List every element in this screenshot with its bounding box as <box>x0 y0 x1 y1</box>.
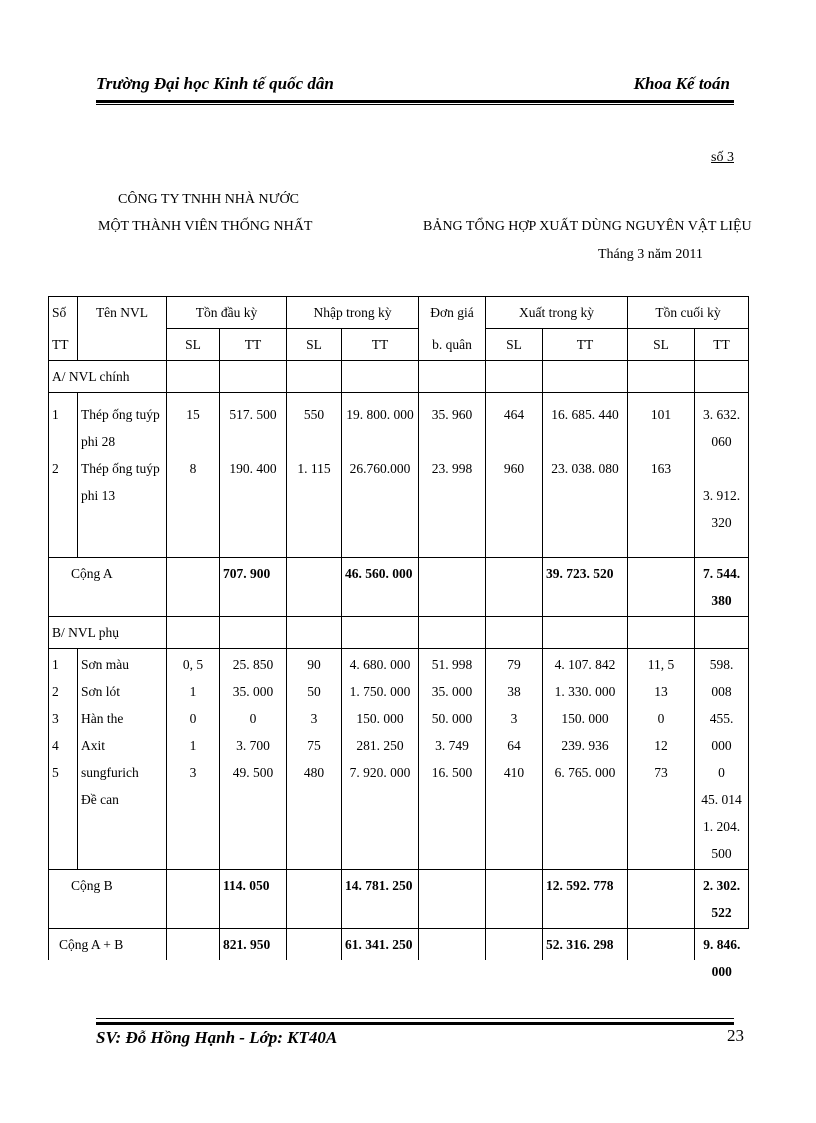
section-b-title-row <box>49 617 749 649</box>
grand-op-tt: 821. 950 <box>220 929 287 961</box>
a-op-sl: 15 8 <box>167 393 220 558</box>
grand-total-label: Cộng A + B <box>49 929 167 961</box>
grand-cl-tt: 9. 846. 000 <box>703 937 741 979</box>
b-in-tt: 4. 680. 000 1. 750. 000 150. 000 281. 250 7. 920. 000 <box>342 649 419 870</box>
footer-rule-thin <box>96 1018 734 1019</box>
section-b-items <box>49 649 749 870</box>
header-rule-thin <box>96 104 734 105</box>
b-out-tt: 4. 107. 842 1. 330. 000 150. 000 239. 936 6. 765. 000 <box>543 649 628 870</box>
header-row-1 <box>49 297 749 329</box>
page-number: 23 <box>727 1026 744 1045</box>
footer-rule <box>96 1022 734 1025</box>
col-closing-tt: TT <box>695 329 749 361</box>
a-total-out-tt: 39. 723. 520 <box>543 558 628 617</box>
col-name-blank <box>78 329 167 361</box>
b-out-sl: 79 38 3 64 410 <box>486 649 543 870</box>
a-in-sl: 550 1. 115 <box>287 393 342 558</box>
col-closing: Tồn cuối kỳ <box>628 297 749 329</box>
grand-in-tt: 61. 341. 250 <box>342 929 419 961</box>
b-op-sl: 0, 5 1 0 1 3 <box>167 649 220 870</box>
col-inbound: Nhập trong kỳ <box>287 297 419 329</box>
col-opening: Tồn đầu kỳ <box>167 297 287 329</box>
col-closing-sl: SL <box>628 329 695 361</box>
col-opening-tt: TT <box>220 329 287 361</box>
section-a-label: A/ NVL chính <box>49 361 167 393</box>
materials-summary-table <box>48 296 749 979</box>
b-names: Sơn màu Sơn lót Hàn the Axit sungfurich Đề can <box>78 649 167 870</box>
header-rule <box>96 100 734 103</box>
document-period: Tháng 3 năm 2011 <box>598 247 703 262</box>
col-price-2: b. quân <box>419 329 486 361</box>
b-total-in-tt: 14. 781. 250 <box>342 870 419 929</box>
col-stt: Số <box>49 297 78 329</box>
header-school: Trường Đại học Kinh tế quốc dân <box>96 74 334 93</box>
b-op-tt: 25. 850 35. 000 0 3. 700 49. 500 <box>220 649 287 870</box>
section-b-total-row <box>49 870 749 929</box>
a-price: 35. 960 23. 998 <box>419 393 486 558</box>
footer-student: SV: Đỗ Hồng Hạnh - Lớp: KT40A <box>96 1028 338 1047</box>
a-cl-tt: 3. 632. 060 3. 912. 320 <box>695 393 749 558</box>
section-b-label: B/ NVL phụ <box>49 617 167 649</box>
col-name: Tên NVL <box>78 297 167 329</box>
section-a-title-row <box>49 361 749 393</box>
a-total-label: Cộng A <box>49 558 167 617</box>
b-total-out-tt: 12. 592. 778 <box>543 870 628 929</box>
col-outbound-tt: TT <box>543 329 628 361</box>
col-opening-sl: SL <box>167 329 220 361</box>
col-stt-2: TT <box>49 329 78 361</box>
col-outbound: Xuất trong kỳ <box>486 297 628 329</box>
b-price: 51. 998 35. 000 50. 000 3. 749 16. 500 <box>419 649 486 870</box>
grand-total-row <box>49 929 749 961</box>
a-op-tt: 517. 500 190. 400 <box>220 393 287 558</box>
b-total-label: Cộng B <box>49 870 167 929</box>
a-cl-sl: 101 163 <box>628 393 695 558</box>
b-in-sl: 90 50 3 75 480 <box>287 649 342 870</box>
header-faculty: Khoa Kế toán <box>633 74 730 93</box>
a-out-tt: 16. 685. 440 23. 038. 080 <box>543 393 628 558</box>
b-total-op-tt: 114. 050 <box>220 870 287 929</box>
a-total-cl-tt: 7. 544. 380 <box>695 558 749 617</box>
grand-out-tt: 52. 316. 298 <box>543 929 628 961</box>
col-price: Đơn giá <box>419 297 486 329</box>
header-row-2 <box>49 329 749 361</box>
b-cl-sl: 11, 5 13 0 12 73 <box>628 649 695 870</box>
a-names: Thép ống tuýp phi 28 Thép ống tuýp phi 13 <box>78 393 167 558</box>
document-number: số 3 <box>711 150 734 165</box>
a-stt: 1 2 <box>49 393 78 558</box>
a-in-tt: 19. 800. 000 26.760.000 <box>342 393 419 558</box>
b-total-cl-tt: 2. 302. 522 <box>695 870 749 929</box>
company-line-1: CÔNG TY TNHH NHÀ NƯỚC <box>118 192 299 207</box>
a-total-in-tt: 46. 560. 000 <box>342 558 419 617</box>
section-a-items <box>49 393 749 558</box>
b-cl-tt: 598. 008 455. 000 0 45. 014 1. 204. 500 <box>695 649 749 870</box>
b-stt: 1 2 3 4 5 <box>49 649 78 870</box>
col-inbound-tt: TT <box>342 329 419 361</box>
col-inbound-sl: SL <box>287 329 342 361</box>
col-outbound-sl: SL <box>486 329 543 361</box>
company-line-2: MỘT THÀNH VIÊN THỐNG NHẤT <box>98 219 313 234</box>
a-out-sl: 464 960 <box>486 393 543 558</box>
a-total-op-tt: 707. 900 <box>220 558 287 617</box>
document-title: BẢNG TỔNG HỢP XUẤT DÙNG NGUYÊN VẬT LIỆU <box>423 219 752 234</box>
section-a-total-row <box>49 558 749 617</box>
